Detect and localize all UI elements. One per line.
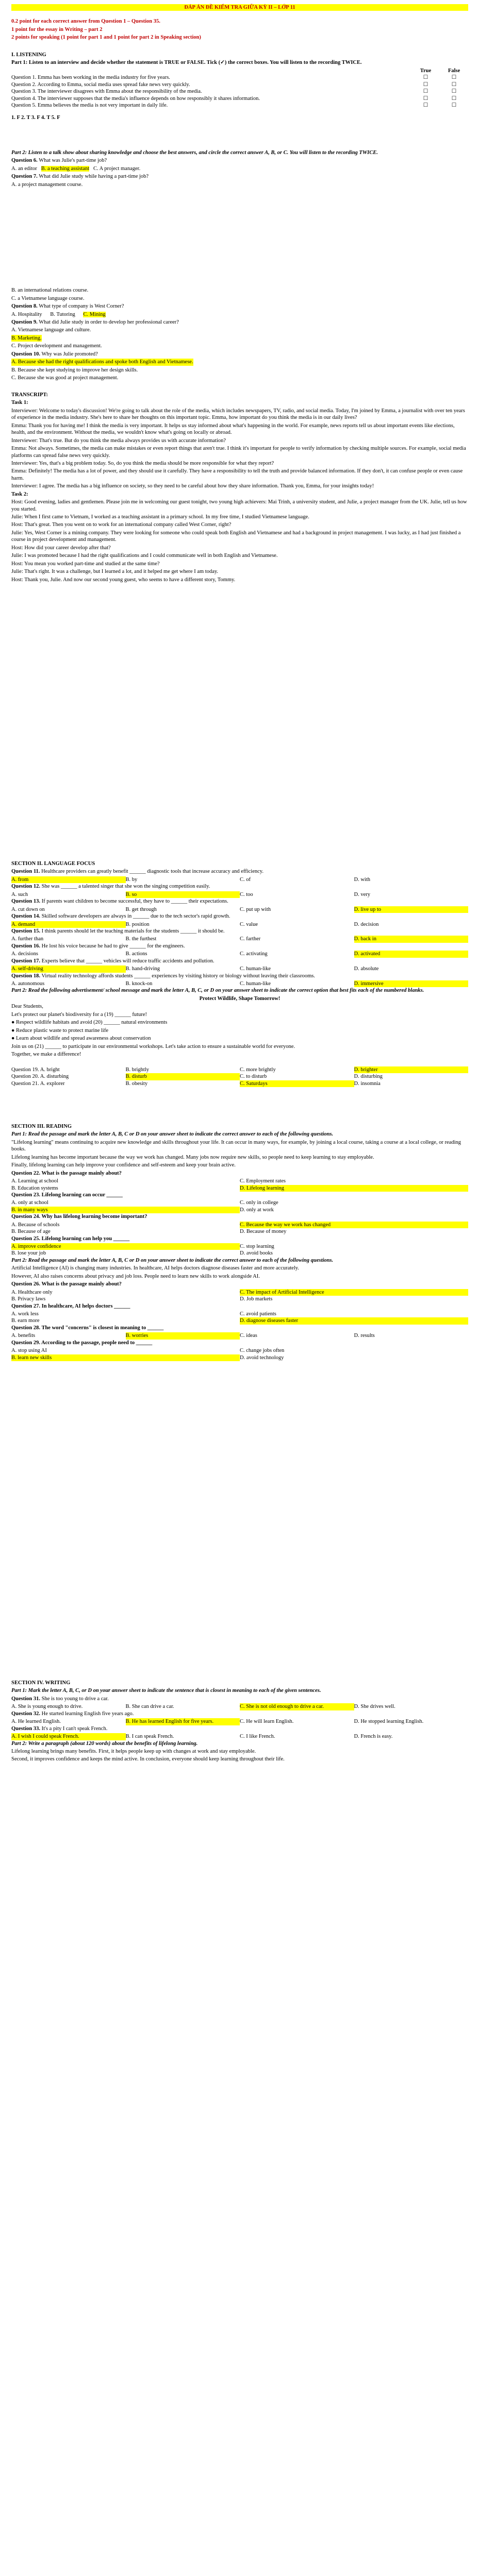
checkbox-icon[interactable]: ☐: [423, 75, 428, 81]
part2-question-7-c: C. a Vietnamese language course.: [11, 295, 85, 301]
part2-question-8: Question 8. What type of company is West Corner?: [11, 303, 124, 310]
listening-part2: Part 2: Listen to a talk show about sharing knowledge and choose the best answers, and circle the correct answer A, B, or C. You will listen to the recording TWICE. Question 6. What was Julie's part-time job? A. an editor B. a teaching assistant C. A project manager. Question 7. What did Julie study while having a part-time job? A. a project management course. B. an international relations course. C. a Vietnamese language course. Question 8. What type of company is West Corner? A. Hospitality B. Tutoring C. Mining Question 9. What did Julie study in order to develop her professional career? A. Vietnamese language and culture. B. Marketing. C. Project development and management. Question 10. Why was Julie promoted? A. Because she had the right qualifications and spoke both English and Vietnamese. B. Because she kept studying to improve her design skills. C. Because she was good at project management.: [11, 149, 468, 382]
part2-question-7-b: B. an international relations course.: [11, 287, 89, 294]
language-focus-section: SECTION II. LANGUAGE FOCUS Question 11. Healthcare providers can greatly benefit ______ diagnostic tools that increase accuracy and efficiency. A. from B. by C. of D. with Question 12. She was ______ a talented singer that she won the singing competition easily. A. such B. so C. too D. very Question 13. If parents want children to become successful, they have to ______ their expectations. A. cut down on B. get through C. put up with D. live up to Question 14. Skilled software developers are always in ______ due to the tech sector's rapid growth. A. demand B. position C. value D. decision Question 15. I think parents should let the teaching materials for the students ______ it should be. A. further than B. the furthest C. farther D. back in Question 16. He lost his voice because he had to give ______ for the engineers. A. decisions B. actions C. activating D. activated Question 17. Experts believe that ______ vehicles will reduce traffic accidents and pollution. A. self-driving B. hand-driving C. human-like D. absolute Question 18. Virtual reality technology affords students ______ experiences by visiting history or biology without leaving their classrooms. A. autonomous B. knock-on C. human-like D. immersive Part 2: Read the following advertisement/ school message and mark the letter A, B, C, or D on your answer sheet to indicate the correct option that best fits each of the numbered blanks. Protect Wildlife, Shape Tomorrow! Dear Students, Let's protect our planet's biodiversity for a (19) ______ future! ● Respect wildlife habitats and avoid (20) ______ natural environments ● Reduce plastic waste to protect marine life ● Learn about wildlife and spread awareness about conservation Join us on (21) ______ to participate in our environmental workshops. Let's take action to ensure a sustainable world for everyone. Together, we make a difference!: [11, 860, 468, 1059]
checkbox-icon[interactable]: ☐: [423, 81, 428, 88]
checkbox-icon[interactable]: ☐: [423, 103, 428, 109]
part2-question-10: Question 10. Why was Julie promoted?: [11, 351, 98, 357]
checkbox-icon[interactable]: ☐: [423, 89, 428, 95]
listening-section: [11, 52, 468, 122]
part2-instruction: Part 2: Listen to a talk show about sharing knowledge and choose the best answers, and circle the correct answer A, B, or C. You will listen to the recording TWICE.: [11, 150, 378, 156]
tf-question-4: Question 4. The interviewer supposes that the media's influence depends on how responsibly it shares information. ☐ ☐: [11, 95, 468, 102]
section2-heading: SECTION II. LANGUAGE FOCUS: [11, 861, 95, 867]
ad-questions: Question 19. A. bright B. brightly C. more brightly D. brighter Question 20. A. disturbing B. disturb C. to disturb D. disturbing Question 21. A. explorer B. obesity C. Saturdays D. insomnia: [11, 1066, 468, 1087]
tf-question-5: Question 5. Emma believes the media is not very important in daily life. ☐ ☐: [11, 102, 468, 109]
blank-space: [11, 189, 468, 287]
part2-question-7: Question 7. What did Julie study while having a part-time job?: [11, 174, 149, 180]
checkbox-icon[interactable]: ☐: [451, 75, 457, 81]
part2-question-7-a: A. a project management course.: [11, 181, 83, 188]
header-block: [11, 4, 468, 42]
part2-question-8-options: A. Hospitality B. Tutoring C. Mining: [11, 311, 106, 317]
checkbox-icon[interactable]: ☐: [451, 95, 457, 101]
tf-question-1: Question 1. Emma has been working in the media industry for five years. ☐ ☐: [11, 74, 468, 81]
tf-question-3: Question 3. The interviewer disagrees with Emma about the responsibility of the media. ☐ ☐: [11, 88, 468, 95]
checkbox-icon[interactable]: ☐: [423, 95, 428, 101]
checkbox-icon[interactable]: ☐: [451, 89, 457, 95]
transcript-heading: TRANSCRIPT:: [11, 392, 48, 398]
transcript-section: TRANSCRIPT: Task 1: Interviewer: Welcome to today's discussion! We're going to talk about the role of the media, which includes newspapers, TV, radio, and social media. Today, I'm joined by Emma, a journalist with over ten years of experience in the media industry. She's here to share her thoughts on this important topic. Emma, how important do you think the media is in our daily lives? Emma: Thank you for having me! I think the media is very important. It helps us stay informed about what's happening in the world. For example, news reports tell us about important events like elections, health, and the environment. Without the media, we wouldn't know what's going on locally or abroad. Interviewer: That's true. But do you think the media always provides us with accurate information? Emma: Not always. Sometimes, the media can make mistakes or even report things that aren't true. I think it's important for people to verify information by checking multiple sources. For example, social media platforms can spread false news very quickly. Interviewer: Yes, that's a big problem today. So, do you think the media should be more responsible for what they report? Emma: Definitely! The media has a lot of power, and they should use it carefully. They have a responsibility to tell the truth and provide balanced information. If they don't, it can confuse people or even cause harm. Interviewer: I agree. The media has a big influence on society, so they need to be careful about how they share information. Thank you, Emma, for your insights today! Task 2: Host: Good evening, ladies and gentlemen. Please join me in welcoming our guest tonight, two young high achievers: Mai Trinh, a university student, and Julie, a project manager from the UK. Julie, tell us how you started. Julie: When I first came to Vietnam, I worked as a teaching assistant in a primary school. In my free time, I studied Vietnamese language. Host: That's great. Then you went on to work for an international company called West Corner, right? Julie: Yes, West Corner is a mining company. They were looking for someone who could speak both English and Vietnamese and had a background in project management. I was lucky, as I had just finished a course in project development and management. Host: How did your career develop after that? Julie: I was promoted because I had the right qualifications and I could communicate well in both English and Vietnamese. Host: You mean you worked part-time and studied at the same time? Julie: That's right. It was a challenge, but I learned a lot, and it helped me get where I am today. Host: Thank you, Julie. And now our second young guest, who seems to have a different story, Tommy.: [11, 392, 468, 584]
part1-answer-key: 1. F 2. T 3. F 4. T 5. F: [11, 114, 60, 121]
scoring-line-1: 0.2 point for each correct answer from Question 1 – Question 35.: [11, 19, 160, 25]
scoring-line-3: 2 points for speaking (1 point for part 1 and 1 point for part 2 in Speaking section): [11, 35, 201, 41]
exam-title-banner: ĐÁP ÁN ĐỀ KIỂM TRA GIỮA KỲ II – LỚP 11: [11, 4, 468, 11]
part1-instruction: Part 1: Listen to an interview and decide whether the statement is TRUE or FALSE. Tick (✓) the correct boxes. You will listen to the recording TWICE.: [11, 60, 362, 66]
part2-question-6: Question 6. What was Julie's part-time job?: [11, 158, 107, 164]
checkbox-icon[interactable]: ☐: [451, 81, 457, 88]
writing-section: SECTION IV. WRITING Part 1: Mark the letter A, B, C, or D on your answer sheet to indicate the sentence that is closest in meaning to each of the given sentences. Question 31. She is too young to drive a car. A. She is young enough to drive. B. She can drive a car. C. She is not old enough to drive a car. D. She drives well. Question 32. He started learning English five years ago. A. He learned English. B. He has learned English for five years. C. He will learn English. D. He stopped learning English. Question 33. It's a pity I can't speak French. A. I wish I could speak French. B. I can speak French. C. I like French. D. French is easy. Part 2: Write a paragraph (about 120 words) about the benefits of lifelong learning. Lifelong learning brings many benefits. First, it helps people keep up with changes at work and stay employable. Second, it improves confidence and keeps the mind active. In conclusion, everyone should keep learning throughout their life.: [11, 1680, 424, 1762]
tf-header-row: True False: [420, 67, 460, 74]
reading-section: SECTION III. READING Part 1: Read the passage and mark the letter A, B, C or D on your answer sheet to indicate the correct answer to each of the following questions. "Lifelong learning" means continuing to acquire new knowledge and skills throughout your life. It can occur in many ways, for example, by joining a local course, taking a course at a local college, or reading books. Lifelong learning has become important because the way we work has changed. Many jobs now require new skills, so people need to keep learning to stay employable. Finally, lifelong learning can help improve your confidence and self-esteem and keep your brain active. Question 22. What is the passage mainly about? A. Learning at school C. Employment rates B. Education systems D. Lifelong learning Question 23. Lifelong learning can occur ______ A. only at school C. only in college B. in many ways D. only at work Question 24. Why has lifelong learning become important? A. Because of schools C. Because the way we work has changed B. Because of age D. Because of money Question 25. Lifelong learning can help you ______ A. improve confidence C. stop learning B. lose your job D. avoid books Part 2: Read the passage and mark the letter A, B, C or D on your answer sheet to indicate the correct answer to each of the following questions. Artificial Intelligence (AI) is changing many industries. In healthcare, AI helps doctors diagnose diseases faster and more accurately. However, AI also raises concerns about privacy and job loss. People need to learn new skills to work alongside AI. Question 26. What is the passage mainly about? A. Healthcare only C. The impact of Artificial Intelligence B. Privacy laws D. Job markets Question 27. In healthcare, AI helps doctors ______ A. work less C. avoid patients B. earn more D. diagnose diseases faster Question 28. The word "concerns" is closest in meaning to ______ A. benefits B. worries C. ideas D. results Question 29. According to the passage, people need to ______ A. stop using AI C. change jobs often B. learn new skills D. avoid technology: [11, 1123, 468, 1361]
part2-question-6-options: A. an editor B. a teaching assistant C. A project manager.: [11, 165, 141, 172]
checkbox-icon[interactable]: ☐: [451, 103, 457, 109]
scoring-line-2: 1 point for the essay in Writing – part 2: [11, 26, 103, 32]
listening-heading: I. LISTENING: [11, 52, 46, 58]
part2-question-9: Question 9. What did Julie study in order to develop her professional career?: [11, 319, 179, 325]
tf-question-2: Question 2. According to Emma, social media uses spread fake news very quickly. ☐ ☐: [11, 81, 468, 88]
